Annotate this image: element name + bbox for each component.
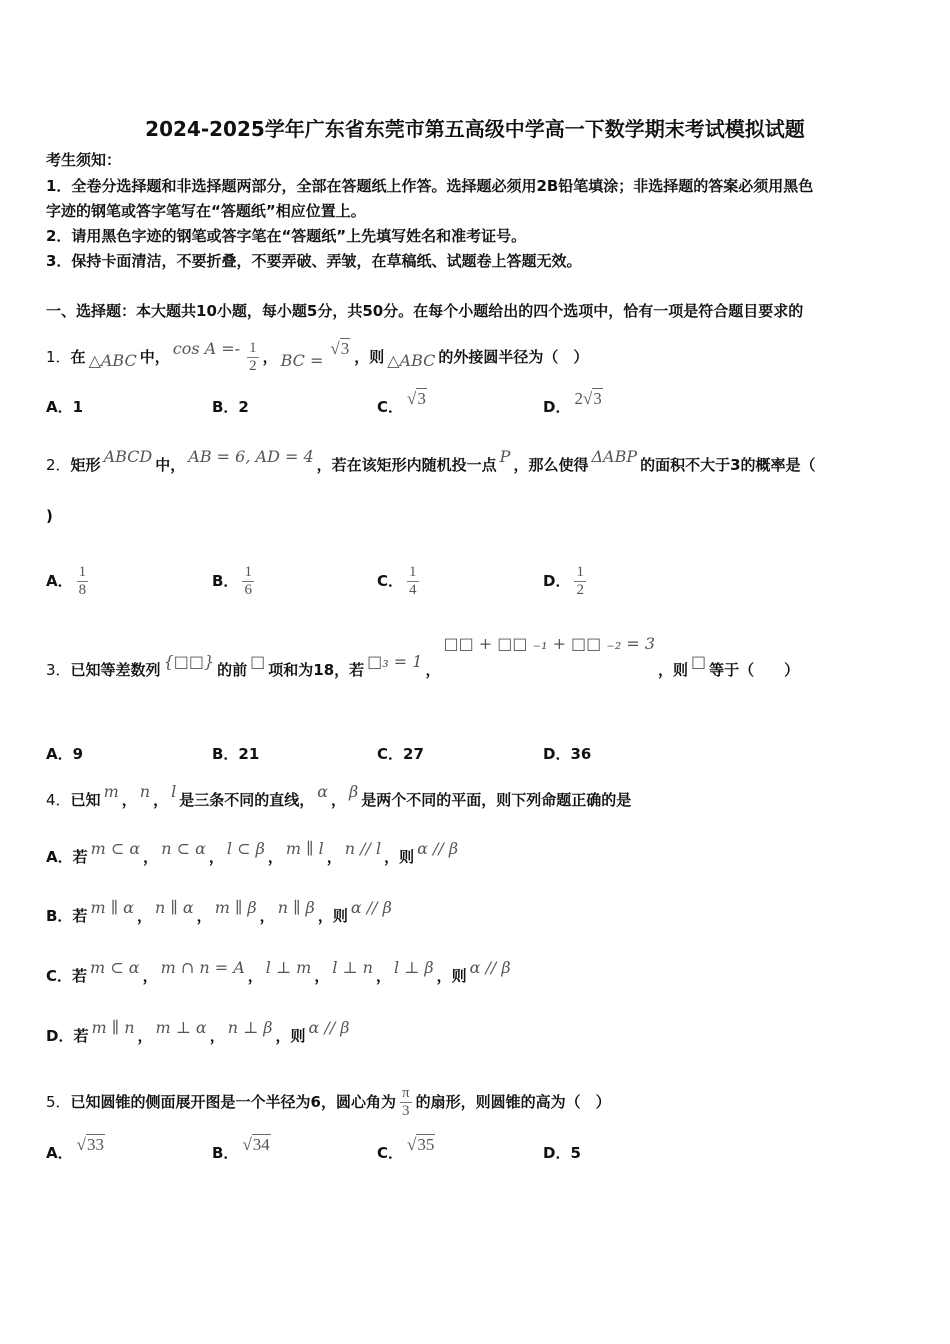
- math-expression: α // β: [469, 958, 511, 977]
- math-expression: m ∩ n = A: [160, 958, 245, 977]
- answer-option: [212, 1135, 275, 1163]
- text: ，则: [658, 661, 689, 679]
- numerator: 1: [244, 564, 252, 580]
- math-expression: n ∥ β: [277, 898, 315, 917]
- text: ，: [209, 1027, 225, 1045]
- answer-option: [46, 397, 83, 417]
- answer-option: [377, 1135, 439, 1163]
- text: 等于（ ）: [709, 661, 800, 679]
- math-expression: m ⊂ α: [90, 958, 140, 977]
- square-root: [242, 1135, 270, 1154]
- question-3: [46, 634, 800, 680]
- math-expression: α // β: [308, 1018, 350, 1037]
- text: ，: [136, 907, 152, 925]
- math-expression: l ⊥ n: [332, 958, 373, 977]
- text: ，: [314, 967, 330, 985]
- radical-sign-icon: √: [330, 339, 340, 358]
- question-4: [46, 782, 632, 810]
- math-expression: n ∥ α: [155, 898, 194, 917]
- question-2: [46, 447, 816, 475]
- math-expression: △ABC: [88, 351, 137, 370]
- text: ，: [142, 967, 158, 985]
- math-expression: □: [250, 652, 266, 671]
- radicand: 33: [86, 1135, 104, 1154]
- question-4-option-b: [46, 898, 395, 926]
- text: B．若: [46, 907, 88, 925]
- text: A．9: [46, 745, 84, 763]
- denominator: 4: [409, 582, 417, 598]
- math-expression: n ⊥ β: [227, 1018, 273, 1037]
- text: D．: [543, 398, 571, 416]
- text: B．: [212, 1144, 239, 1162]
- section-heading: 一、选择题：本大题共10小题，每小题5分，共50分。在每个小题给出的四个选项中，恰有一项是符合题目要求的: [46, 302, 804, 320]
- text: B．: [212, 572, 239, 590]
- text: ，: [208, 848, 224, 866]
- denominator: 8: [78, 582, 87, 598]
- math-expression: m ∥ l: [285, 839, 324, 858]
- math-expression: ΔABP: [591, 447, 638, 466]
- square-root: [77, 1135, 105, 1154]
- radicand: 3: [593, 389, 602, 408]
- text: C．若: [46, 967, 88, 985]
- notice-heading: 考生须知：: [46, 151, 122, 169]
- text: C．: [377, 398, 404, 416]
- text: 在: [70, 348, 86, 366]
- answer-option: [543, 744, 591, 764]
- answer-option: [377, 389, 431, 417]
- math-expression: α: [317, 782, 329, 801]
- math-expression: m ∥ n: [91, 1018, 135, 1037]
- square-root: [574, 389, 602, 408]
- text: ，: [143, 848, 159, 866]
- text: ，: [137, 1027, 153, 1045]
- text: 的扇形，则圆锥的高为（ ）: [415, 1093, 611, 1111]
- text: B．21: [212, 745, 260, 763]
- text: ，则: [354, 348, 385, 366]
- radical-sign-icon: √: [242, 1135, 252, 1154]
- text: ，: [153, 791, 169, 809]
- math-expression: cos A =-: [172, 339, 241, 358]
- answer-option: [377, 744, 424, 764]
- text: D．: [543, 572, 571, 590]
- radical-sign-icon: √: [76, 1135, 86, 1154]
- notice-item: 3．保持卡面清洁，不要折叠，不要弄破、弄皱，在草稿纸、试题卷上答题无效。: [46, 252, 582, 270]
- numerator: 1: [409, 564, 417, 580]
- math-expression: l ⊂ β: [226, 839, 265, 858]
- text: ，: [326, 848, 342, 866]
- answer-option: [543, 564, 590, 599]
- fraction: [242, 564, 254, 599]
- denominator: 6: [244, 582, 252, 598]
- answer-option: [46, 1135, 109, 1163]
- math-expression: n: [139, 782, 151, 801]
- text: A．: [46, 1144, 73, 1162]
- text: C．: [377, 1144, 404, 1162]
- text: ，: [267, 848, 283, 866]
- text: ，则: [275, 1027, 306, 1045]
- denominator: 2: [249, 358, 257, 374]
- math-expression: □: [691, 652, 707, 671]
- fraction: [407, 564, 419, 599]
- text: 中，: [139, 348, 170, 366]
- math-expression: α // β: [350, 898, 392, 917]
- text: ，则: [436, 967, 467, 985]
- text: A．若: [46, 848, 88, 866]
- text: ，若在该矩形内随机投一点: [316, 456, 497, 474]
- radicand: 3: [340, 339, 350, 358]
- math-expression: l ⊥ β: [393, 958, 434, 977]
- text: ): [46, 507, 53, 525]
- text: 已知: [70, 791, 101, 809]
- math-expression: m ∥ β: [214, 898, 257, 917]
- math-expression: ABCD: [103, 447, 153, 466]
- fraction: [400, 1085, 412, 1120]
- answer-option: [212, 744, 259, 764]
- question-2-continued: [46, 506, 53, 526]
- text: B．2: [212, 398, 249, 416]
- text: 的前: [217, 661, 248, 679]
- math-expression: m ⊂ α: [90, 839, 141, 858]
- answer-option: [543, 389, 607, 417]
- fraction: [247, 340, 259, 375]
- question-number: 4．: [46, 791, 71, 809]
- question-1: [46, 340, 588, 375]
- denominator: 3: [402, 1103, 410, 1119]
- math-expression: △ABC: [387, 351, 436, 370]
- text: 中，: [155, 456, 186, 474]
- text: 已知圆锥的侧面展开图是一个半径为6，圆心角为: [70, 1093, 396, 1111]
- notice-item: 1．全卷分选择题和非选择题两部分，全部在答题纸上作答。选择题必须用2B铅笔填涂；非选择题的答案必须用黑色: [46, 177, 814, 195]
- answer-option: [46, 744, 83, 764]
- square-root: [330, 339, 350, 358]
- text: C．27: [377, 745, 424, 763]
- question-5: [46, 1085, 611, 1120]
- square-root: [407, 1135, 435, 1154]
- question-number: 2．: [46, 456, 71, 474]
- text: D．36: [543, 745, 592, 763]
- radical-sign-icon: √: [407, 389, 417, 408]
- square-root: [407, 389, 427, 408]
- question-number: 3．: [46, 661, 71, 679]
- question-number: 5．: [46, 1093, 71, 1111]
- radicand: 35: [417, 1135, 435, 1154]
- answer-option: [543, 1143, 581, 1163]
- numerator: π: [402, 1085, 410, 1101]
- math-expression: n // l: [344, 839, 382, 858]
- text: ，: [247, 967, 263, 985]
- text: D．5: [543, 1144, 581, 1162]
- math-expression: □₃ = 1: [367, 652, 423, 671]
- text: 是三条不同的直线，: [179, 791, 315, 809]
- radicand: 3: [417, 389, 426, 408]
- math-expression: l: [171, 782, 177, 801]
- numerator: 1: [576, 564, 584, 580]
- math-expression: □□ + □□ ₋₁ + □□ ₋₂ = 3: [443, 634, 655, 653]
- math-expression: n ⊂ α: [161, 839, 206, 858]
- radical-sign-icon: √: [407, 1135, 417, 1154]
- text: ，: [331, 791, 347, 809]
- math-expression: α // β: [417, 839, 459, 858]
- text: ，: [262, 348, 278, 366]
- text: ，那么使得: [513, 456, 589, 474]
- question-4-option-a: [46, 839, 461, 867]
- radical-sign-icon: √: [582, 389, 593, 408]
- numerator: 1: [78, 564, 87, 580]
- math-expression: BC =: [280, 351, 324, 370]
- text: A．1: [46, 398, 84, 416]
- math-expression: {□□}: [163, 652, 215, 671]
- text: 项和为18，若: [268, 661, 365, 679]
- fraction: [77, 564, 89, 599]
- math-expression: l ⊥ m: [265, 958, 312, 977]
- question-4-option-d: [46, 1018, 353, 1046]
- text: ，则: [384, 848, 415, 866]
- math-expression: P: [499, 447, 511, 466]
- math-expression: m ⊥ α: [155, 1018, 207, 1037]
- text: ，: [196, 907, 212, 925]
- answer-option: [212, 564, 258, 599]
- math-expression: m ∥ α: [90, 898, 134, 917]
- text: 矩形: [70, 456, 101, 474]
- text: C．: [377, 572, 404, 590]
- text: D．若: [46, 1027, 89, 1045]
- math-expression: β: [349, 782, 359, 801]
- notice-item: 字迹的钢笔或答字笔写在“答题纸”相应位置上。: [46, 202, 366, 220]
- text: A．: [46, 572, 73, 590]
- text: 的面积不大于3的概率是（: [640, 456, 816, 474]
- text: ，: [375, 967, 391, 985]
- notice-item: 2．请用黑色字迹的钢笔或答字笔在“答题纸”上先填写姓名和准考证号。: [46, 227, 527, 245]
- answer-option: [377, 564, 423, 599]
- text: ，则: [317, 907, 348, 925]
- question-number: 1．: [46, 348, 71, 366]
- denominator: 2: [576, 582, 584, 598]
- fraction: [574, 564, 586, 599]
- math-expression: AB = 6, AD = 4: [188, 447, 314, 466]
- question-4-option-c: [46, 958, 514, 986]
- text: 的外接圆半径为（ ）: [438, 348, 589, 366]
- math-expression: m: [103, 782, 119, 801]
- answer-option: [212, 397, 249, 417]
- numerator: 1: [249, 340, 257, 356]
- text: 已知等差数列: [70, 661, 161, 679]
- text: ，: [425, 661, 441, 679]
- text: ，: [121, 791, 137, 809]
- text: 是两个不同的平面，则下列命题正确的是: [361, 791, 632, 809]
- text: ，: [259, 907, 275, 925]
- radicand: 34: [252, 1135, 270, 1154]
- page-title: 2024-2025学年广东省东莞市第五高级中学高一下数学期末考试模拟试题: [145, 117, 805, 141]
- coefficient: 2: [574, 389, 583, 408]
- answer-option: [46, 564, 92, 599]
